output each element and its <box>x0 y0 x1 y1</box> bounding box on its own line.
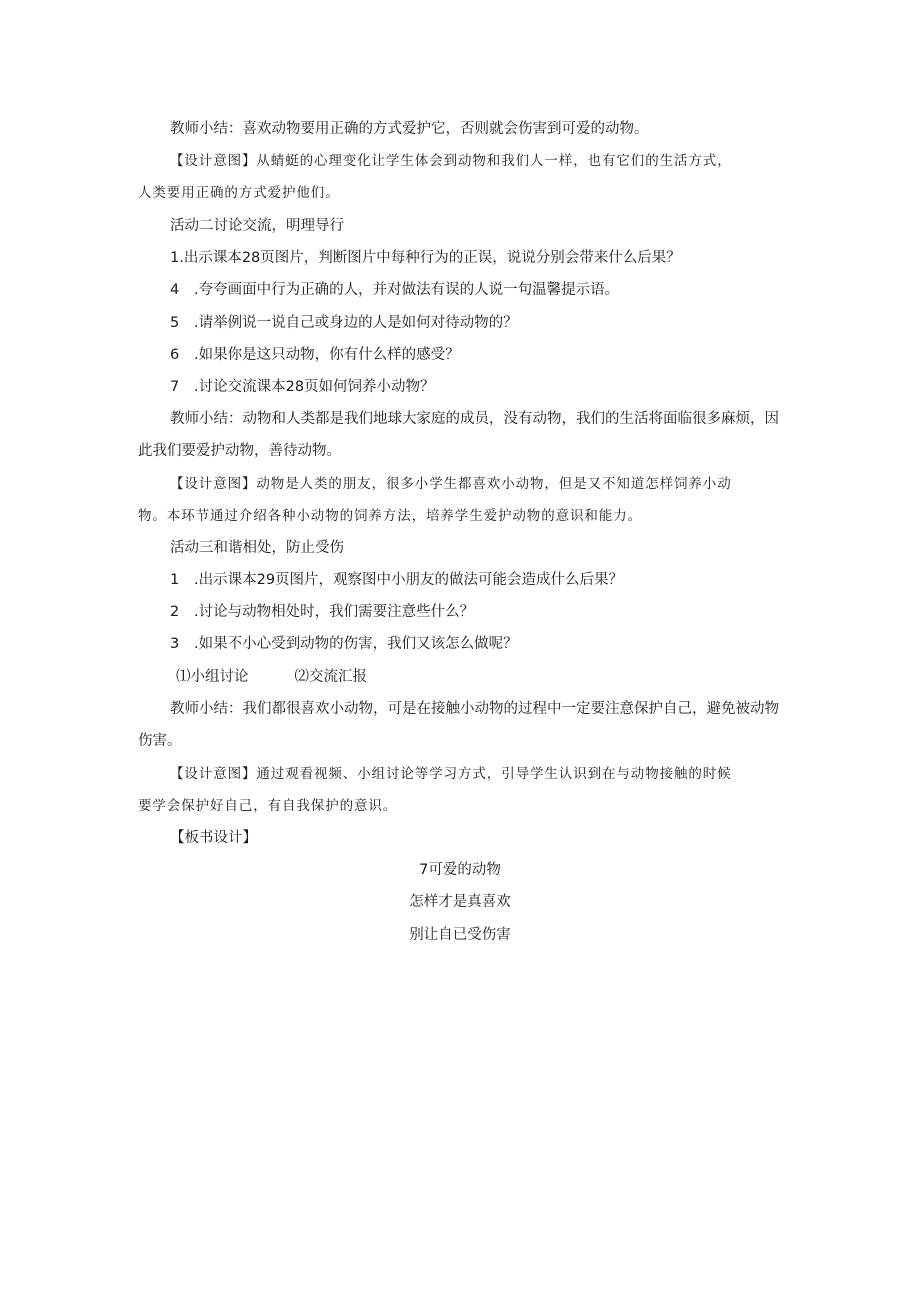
board-line-1: 怎样才是真喜欢 <box>409 894 511 910</box>
item-number: 7 <box>170 379 180 395</box>
design-intent-1-line-1: 【设计意图】从蜻蜓的心理变化让学生体会到动物和我们人一样，也有它们的生活方式， <box>170 153 732 169</box>
teacher-summary-3-line-2: 伤害。 <box>138 733 182 749</box>
item-text: .讨论交流课本28页如何饲养小动物？ <box>194 379 435 395</box>
activity-2-item-6 <box>170 345 830 365</box>
sub-steps <box>176 667 836 687</box>
design-intent-3-line-1: 【设计意图】通过观看视频、小组讨论等学习方式，引导学生认识到在与动物接触的时候 <box>170 766 732 782</box>
item-number: 6 <box>170 347 180 363</box>
activity-3-heading: 活动三和谐相处，防止受伤 <box>170 540 344 556</box>
teacher-summary-2-line-1: 教师小结：动物和人类都是我们地球大家庭的成员，没有动物，我们的生活将面临很多麻烦，因 <box>170 411 779 427</box>
item-text: .请举例说一说自己或身边的人是如何对待动物的？ <box>194 315 518 331</box>
item-text: .出示课本29页图片，观察图中小朋友的做法可能会造成什么后果？ <box>194 572 624 588</box>
design-intent-1-line-2: 人类要用正确的方式爱护他们。 <box>138 185 340 201</box>
activity-3-item-3 <box>170 634 830 654</box>
board-title: 7可爱的动物 <box>419 862 501 878</box>
item-text: .如果你是这只动物，你有什么样的感受？ <box>194 347 460 363</box>
activity-2-item-4 <box>170 280 830 300</box>
design-intent-2-line-2: 物。本环节通过介绍各种小动物的饲养方法，培养学生爱护动物的意识和能力。 <box>138 508 642 524</box>
item-number: 5 <box>170 315 180 331</box>
teacher-summary-3-line-1: 教师小结：我们都很喜欢小动物，可是在接触小动物的过程中一定要注意保护自己，避免被动物 <box>170 701 779 717</box>
design-intent-2-line-1: 【设计意图】动物是人类的朋友，很多小学生都喜欢小动物，但是又不知道怎样饲养小动 <box>170 476 732 492</box>
item-number: 1 <box>170 572 180 588</box>
sub-step-2: ⑵交流汇报 <box>294 669 367 685</box>
sub-step-1: ⑴小组讨论 <box>176 669 249 685</box>
activity-2-item-7 <box>170 377 830 397</box>
activity-3-item-1 <box>170 570 830 590</box>
item-text: .讨论与动物相处时，我们需要注意些什么？ <box>194 604 475 620</box>
item-text: .夸夸画面中行为正确的人，并对做法有误的人说一句温馨提示语。 <box>194 282 620 298</box>
activity-2-item-1: 1.出示课本28页图片，判断图片中每种行为的正误，说说分别会带来什么后果？ <box>170 250 681 266</box>
board-line-2: 别让自已受伤害 <box>409 927 511 943</box>
item-text: .如果不小心受到动物的伤害，我们又该怎么做呢？ <box>194 636 518 652</box>
activity-3-item-2 <box>170 602 830 622</box>
item-number: 4 <box>170 282 180 298</box>
activity-2-item-5 <box>170 313 830 333</box>
item-number: 3 <box>170 636 180 652</box>
activity-2-heading: 活动二讨论交流，明理导行 <box>170 218 344 234</box>
teacher-summary-1: 教师小结：喜欢动物要用正确的方式爱护它，否则就会伤害到可爱的动物。 <box>170 121 649 137</box>
item-number: 2 <box>170 604 180 620</box>
design-intent-3-line-2: 要学会保护好自己，有自我保护的意识。 <box>138 798 398 814</box>
board-design-heading: 【板书设计】 <box>170 830 257 846</box>
teacher-summary-2-line-2: 此我们要爱护动物，善待动物。 <box>138 443 341 459</box>
